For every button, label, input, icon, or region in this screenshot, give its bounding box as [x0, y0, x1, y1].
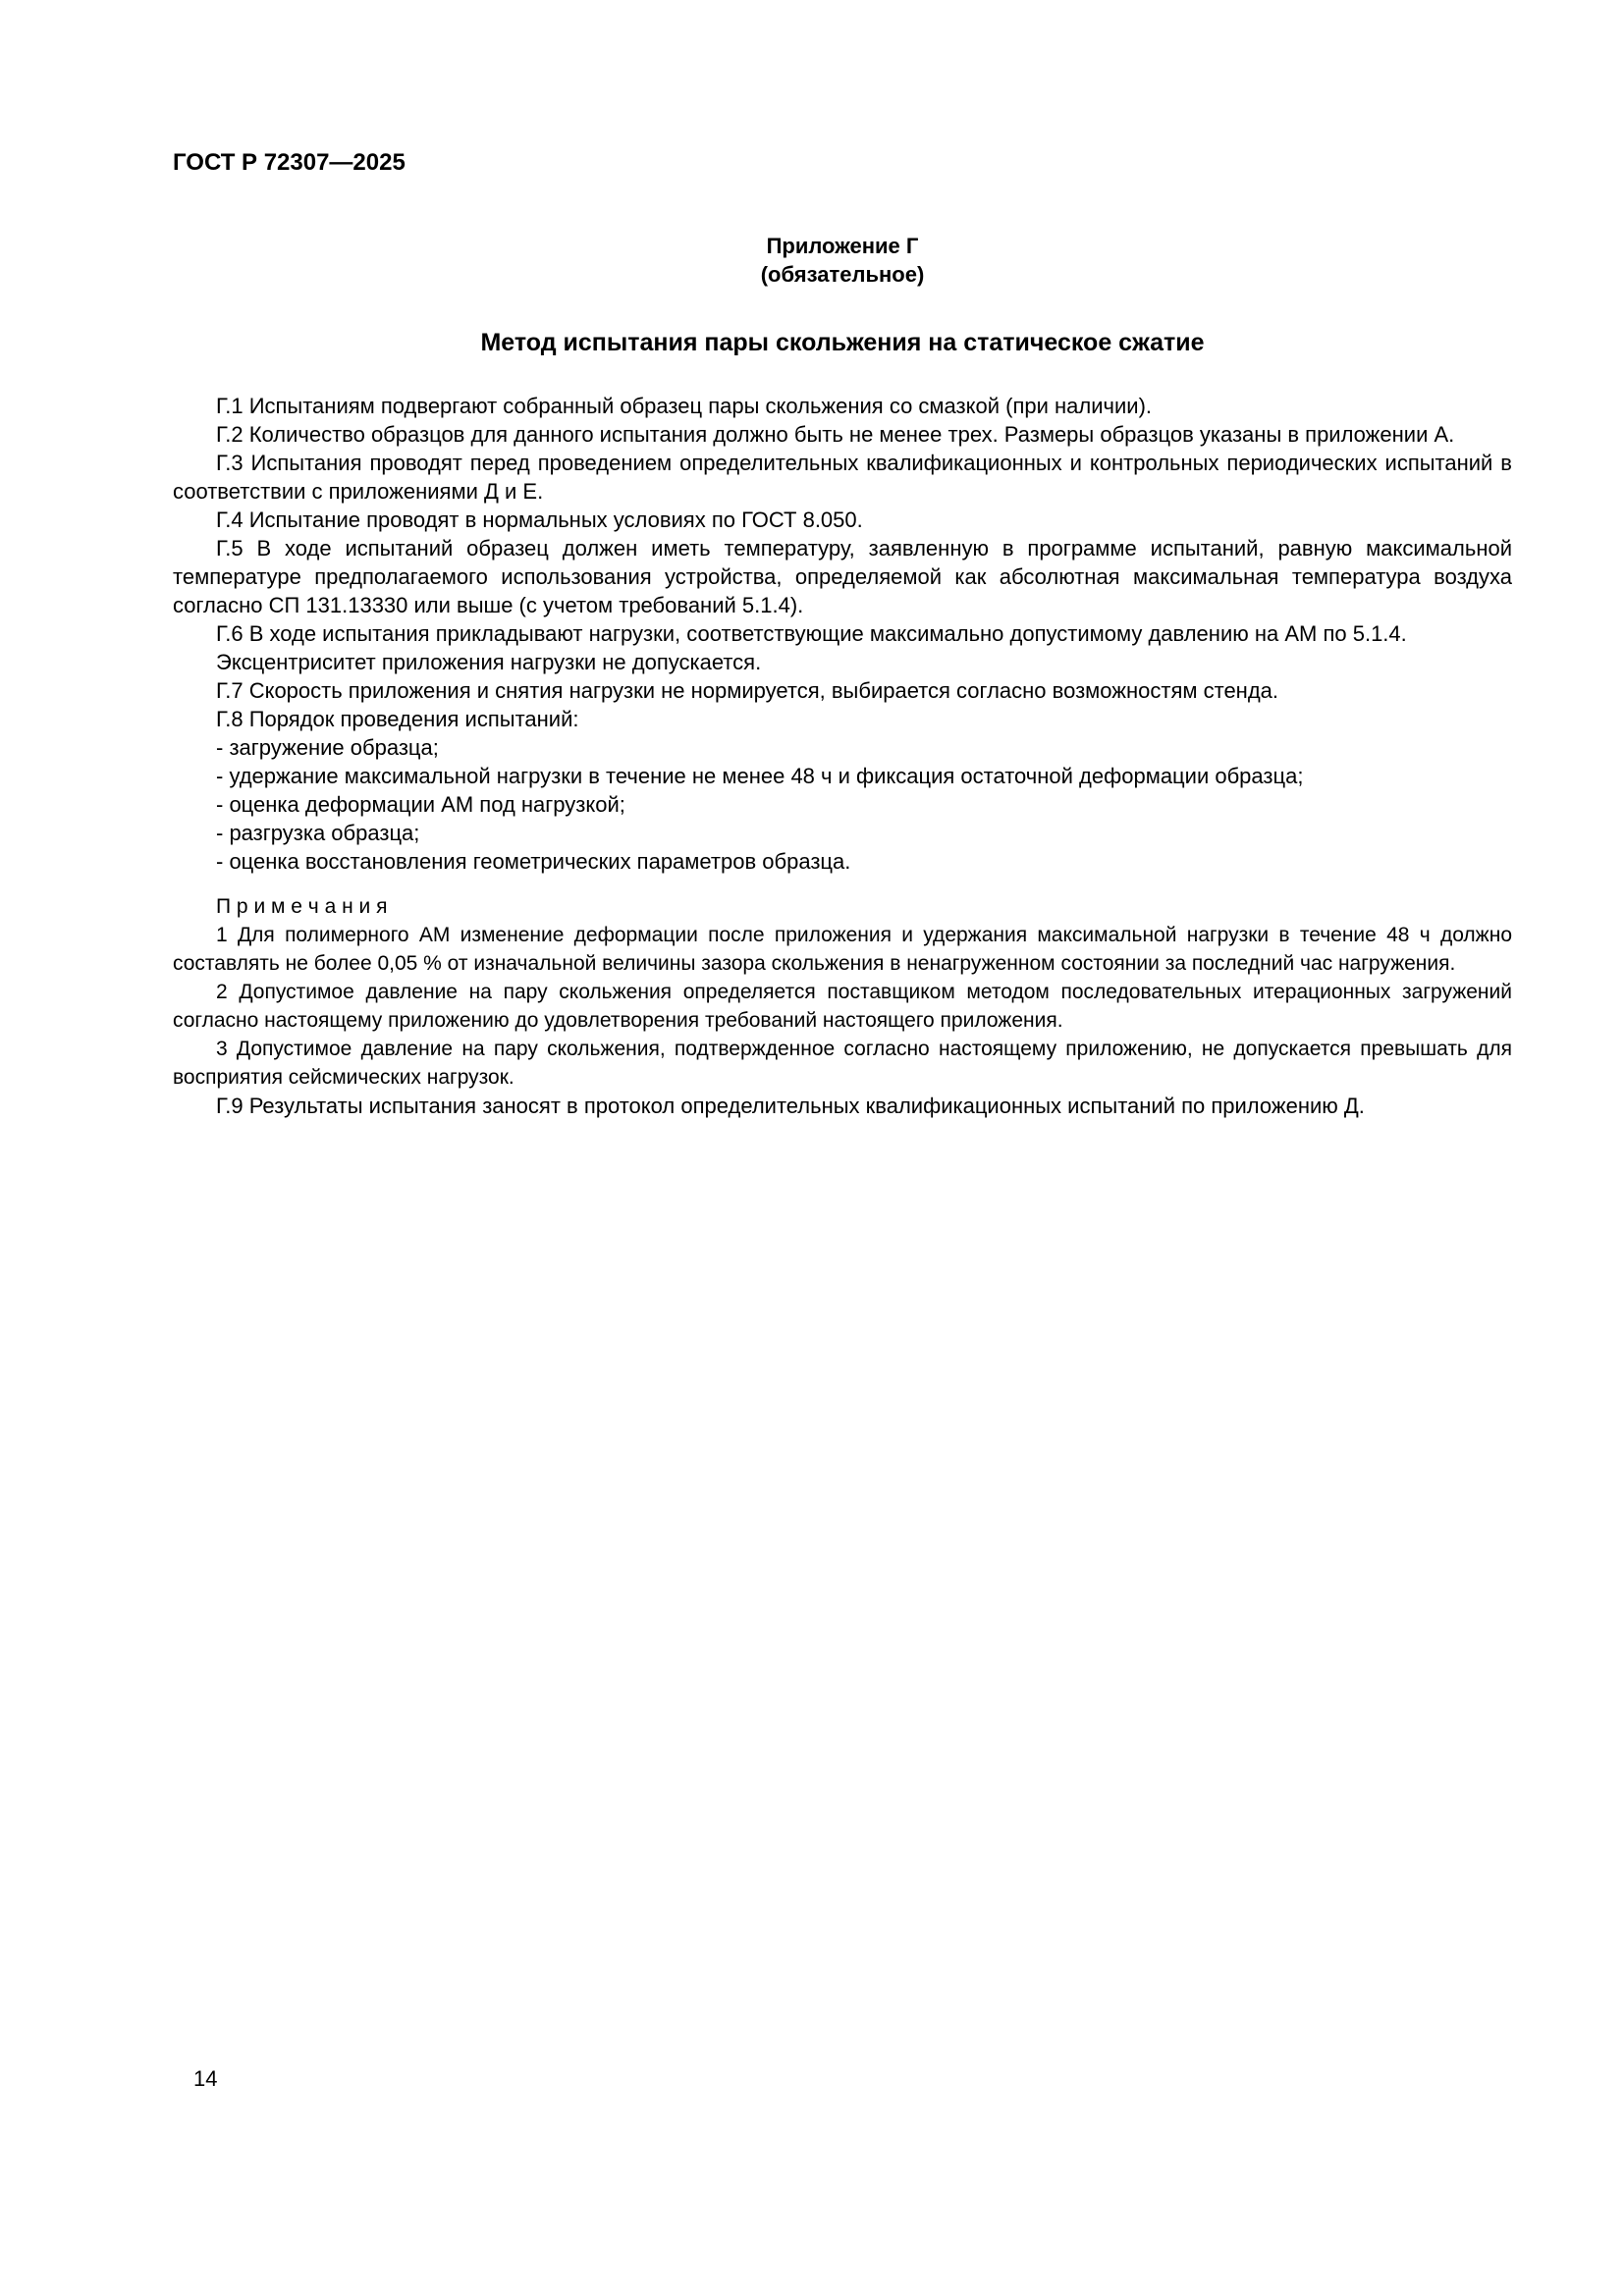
appendix-heading	[173, 232, 1512, 357]
note-item-2: 2 Допустимое давление на пару скольжения определяется поставщиком методом последовательных итерационных загружений согласно настоящему приложению до удовлетворения требований настоящего приложения.	[173, 981, 1512, 1032]
document-code: ГОСТ Р 72307—2025	[173, 149, 406, 176]
page-number: 14	[193, 2066, 218, 2091]
appendix-status: (обязательное)	[760, 262, 925, 287]
paragraph-g6: Г.6 В ходе испытания прикладывают нагрузки, соответствующие максимально допустимому давлению на АМ по 5.1.4.	[216, 621, 1407, 646]
paragraph-g5: Г.5 В ходе испытаний образец должен иметь температуру, заявленную в программе испытаний, равную максимальной температуре предполагаемого использования устройства, определяемой как абсолютная максимальная температура воздуха согласно СП 131.13330 или выше (с учетом требований 5.1.4).	[173, 536, 1512, 617]
notes-block	[173, 892, 1512, 1092]
body-text	[173, 392, 1512, 1120]
list-item-loading: - загружение образца;	[216, 735, 439, 760]
note-item-1: 1 Для полимерного АМ изменение деформации после приложения и удержания максимальной нагрузки в течение 48 ч должно составлять не более 0,05 % от изначальной величины зазора скольжения в ненагруженном состоянии за последний час нагружения.	[173, 924, 1512, 975]
paragraph-g3: Г.3 Испытания проводят перед проведением определительных квалификационных и контрольных периодических испытаний в соответствии с приложениями Д и Е.	[173, 451, 1512, 504]
notes-heading: П р и м е ч а н и я	[216, 895, 388, 918]
paragraph-g7: Г.7 Скорость приложения и снятия нагрузки не нормируется, выбирается согласно возможностям стенда.	[216, 678, 1279, 703]
paragraph-eccentricity: Эксцентриситет приложения нагрузки не допускается.	[216, 650, 762, 674]
list-item-unloading: - разгрузка образца;	[216, 821, 420, 845]
list-item-deformation: - оценка деформации АМ под нагрузкой;	[216, 792, 625, 817]
paragraph-g9: Г.9 Результаты испытания заносят в протокол определительных квалификационных испытаний по приложению Д.	[216, 1094, 1365, 1118]
note-item-3: 3 Допустимое давление на пару скольжения, подтвержденное согласно настоящему приложению, не допускается превышать для восприятия сейсмических нагрузок.	[173, 1038, 1512, 1089]
paragraph-g1: Г.1 Испытаниям подвергают собранный образец пары скольжения со смазкой (при наличии).	[216, 394, 1153, 418]
appendix-label: Приложение Г	[766, 234, 919, 258]
list-item-recovery: - оценка восстановления геометрических параметров образца.	[216, 849, 851, 874]
list-item-holding: - удержание максимальной нагрузки в течение не менее 48 ч и фиксация остаточной деформации образца;	[216, 764, 1304, 788]
appendix-title: Метод испытания пары скольжения на статическое сжатие	[480, 329, 1205, 356]
paragraph-g2: Г.2 Количество образцов для данного испытания должно быть не менее трех. Размеры образцов указаны в приложении А.	[216, 422, 1455, 447]
paragraph-g8: Г.8 Порядок проведения испытаний:	[216, 707, 579, 731]
paragraph-g4: Г.4 Испытание проводят в нормальных условиях по ГОСТ 8.050.	[216, 507, 863, 532]
